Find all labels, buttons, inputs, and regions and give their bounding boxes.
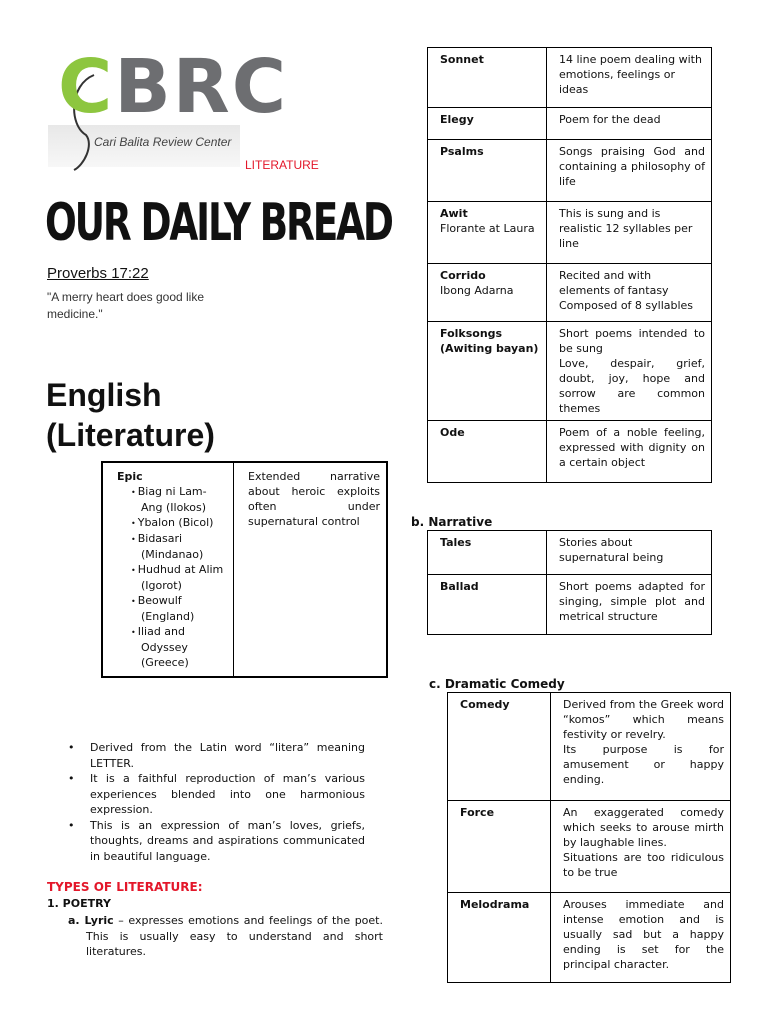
definition-text: Short poems intended to be sung Love, despair, grief, doubt, joy, hope and sorrow are common themes [559,327,705,415]
definition-cell [547,322,712,421]
term-cell [428,264,547,322]
definition-text: Derived from the Greek word “komos” which means festivity or revelry. Its purpose is for amusement or happy ending. [563,698,724,786]
definition-cell: This is sung and is realistic 12 syllables per line [547,202,712,264]
types-heading: TYPES OF LITERATURE: [47,880,203,894]
table-row [448,801,731,893]
table-row [448,693,731,801]
definition-cell: Poem of a noble feeling, expressed with dignity on a certain object [547,421,712,483]
logo-letter-c: C [58,44,115,130]
list-item: • Hudhud at Alim (Igorot) [117,562,227,593]
poetry-heading: 1. POETRY [47,897,111,910]
term-cell: Force [448,801,551,893]
epic-examples-list [117,484,227,670]
table-row [448,893,731,983]
list-item: • Biag ni Lam-Ang (Ilokos) [117,484,227,515]
term-cell: Folksongs (Awiting bayan) [428,322,547,421]
lyric-prefix: a. Lyric [68,914,114,927]
bullet-text: Derived from the Latin word “litera” meaning LETTER. [90,741,365,770]
term-example: Florante at Laura [440,222,535,235]
epic-table [101,461,388,678]
term-cell: Tales [428,531,547,575]
definition-cell: 14 line poem dealing with emotions, feelings or ideas [547,48,712,108]
narrative-table [427,530,712,635]
definition-text: An exaggerated comedy which seeks to arouse mirth by laughable lines. Situations are too ridiculous to be true [563,806,724,879]
bullet-icon: • [68,818,75,832]
list-item [68,771,365,818]
lyric-text: – expresses emotions and feelings of the poet. This is usually easy to understand and short literatures. [86,914,383,958]
term-cell: Psalms [428,140,547,202]
table-row [428,421,712,483]
dramatic-comedy-table [447,692,731,983]
table-row [428,575,712,635]
definition-cell: Arouses immediate and intense emotion and is usually sad but a happy ending is set for the principal character. [551,893,731,983]
definition-cell: Stories about supernatural being [547,531,712,575]
term-cell: Ode [428,421,547,483]
bullet-text: It is a faithful reproduction of man’s various experiences blended into one harmonious expression. [90,772,365,816]
term-cell: Melodrama [448,893,551,983]
table-row [428,322,712,421]
definition-cell [547,264,712,322]
term-label: Awit [440,207,468,220]
list-item: • Bidasari (Mindanao) [117,531,227,562]
logo-letters [58,44,289,130]
table-row [428,202,712,264]
term-cell [428,202,547,264]
epic-definition: Extended narrative about heroic exploits often under supernatural control [234,462,388,677]
narrative-heading: b. Narrative [411,515,493,529]
definition-cell: Songs praising God and containing a philosophy of life [547,140,712,202]
page-title: English (Literature) [46,377,215,453]
epic-term: Epic [117,470,143,483]
table-row [428,531,712,575]
table-row [102,462,387,677]
table-row [428,140,712,202]
term-label: Corrido [440,269,486,282]
list-item: • Iliad and Odyssey (Greece) [117,624,227,670]
bullet-icon: • [68,772,75,785]
section-label: LITERATURE [245,158,319,172]
logo-subtitle: Cari Balita Review Center [94,135,232,149]
definition-cell [551,801,731,893]
poetry-types-table [427,47,712,483]
term-cell: Ballad [428,575,547,635]
table-row [428,48,712,108]
term-cell: Elegy [428,108,547,140]
definition-cell: Short poems adapted for singing, simple plot and metrical structure [547,575,712,635]
literature-bullets [68,740,365,864]
list-item [68,818,365,865]
lyric-definition [68,913,383,960]
dramatic-comedy-heading: c. Dramatic Comedy [429,677,565,691]
table-row [428,108,712,140]
proverb-reference: Proverbs 17:22 [47,265,149,282]
list-item [68,740,365,771]
definition-cell: Poem for the dead [547,108,712,140]
term-cell: Sonnet [428,48,547,108]
list-item: • Ybalon (Bicol) [117,515,227,531]
term-cell: Comedy [448,693,551,801]
definition-cell [551,693,731,801]
table-row [428,264,712,322]
definition-text: Recited and with elements of fantasy Composed of 8 syllables [559,269,694,312]
headline: OUR DAILY BREAD [45,193,392,253]
proverb-text: "A merry heart does good like medicine." [47,290,205,321]
bullet-icon: • [68,741,75,754]
bullet-text: This is an expression of man’s loves, griefs, thoughts, dreams and aspirations communicated in beautiful language. [90,818,365,863]
list-item: • Beowulf (England) [117,593,227,624]
logo-letters-brc: BRC [114,44,289,130]
term-example: Ibong Adarna [440,284,514,297]
epic-term-cell [102,462,234,677]
